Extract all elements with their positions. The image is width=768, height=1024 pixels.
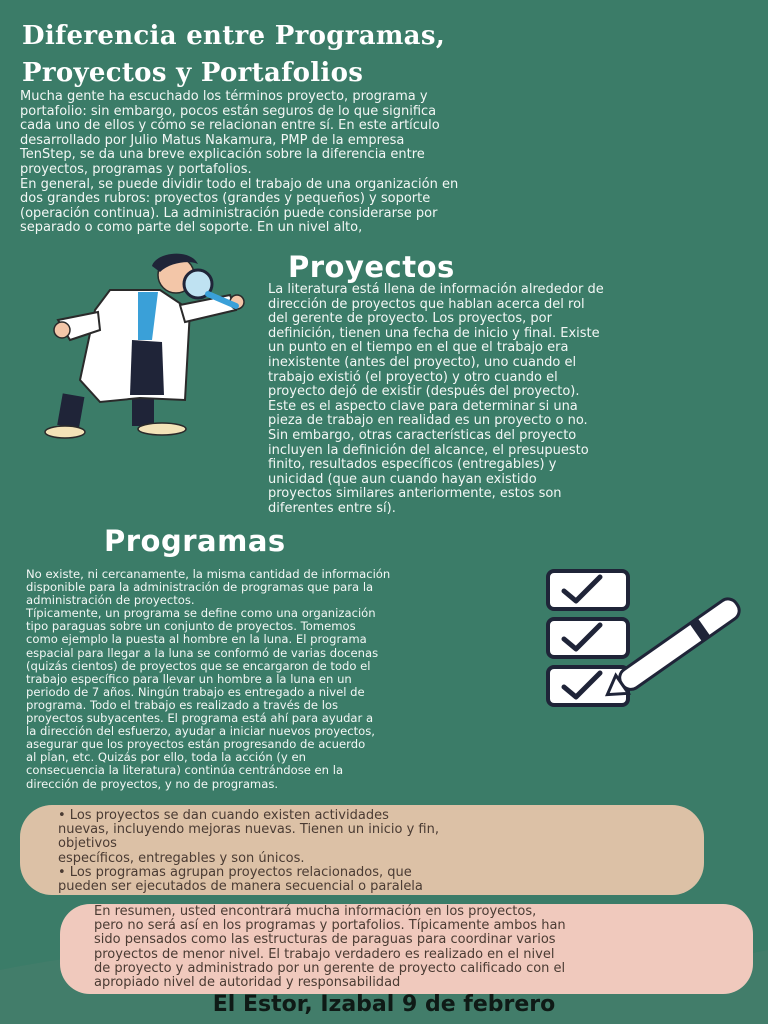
intro-paragraph [20, 90, 660, 236]
summary-text: • Los proyectos se dan cuando existen actividades nuevas, incluyendo mejoras nuevas. Tienen un inicio y fin, objetivos específicos, entregables y son únicos. • Los programas agrupan proyectos relacionados, que pueden ser ejecutados de manera secuencial o paralela [58, 808, 439, 895]
intro-text: Mucha gente ha escuchado los términos proyecto, programa y portafolio: sin embargo, pocos están seguros de lo que significa cada uno de ellos y cómo se relacionan entre sí. En este artículo desarrollado por Julio Matus Nakamura, PMP de la empresa TenStep, se da una breve explicación sobre la diferencia entre proyectos, programas y portafolios. En general, se puede dividir todo el trabajo de una organización en dos grandes rubros: proyectos (grandes y pequeños) y soporte (operación continua). La administración puede considerarse por separado o como parte del soporte. En un nivel alto, [20, 89, 459, 236]
footer-location-date: El Estor, Izabal 9 de febrero [212, 992, 556, 1017]
scientist-magnifier-illustration [40, 250, 255, 445]
checklist-pen-illustration [540, 565, 755, 710]
resumen-text: En resumen, usted encontrará mucha información en los proyectos, pero no será así en los programas y portafolios. Típicamente ambos han sido pensados como las estructuras de paraguas para coordinar varios proyectos de menor nivel. El trabajo verdadero es realizado en el nivel de proyecto y administrado por un gerente de proyecto calificado con el apropiado nivel de autoridad y responsabilidad [94, 904, 566, 991]
resumen-box [60, 904, 753, 994]
proyectos-heading: Proyectos [288, 250, 455, 284]
programas-heading: Programas [104, 524, 286, 558]
page-title: Diferencia entre Programas, Proyectos y Portafolios [22, 21, 446, 88]
programas-text: No existe, ni cercanamente, la misma cantidad de información disponible para la administración de programas que para la administración de proyectos. Típicamente, un programa se define como una organización tipo paraguas sobre un conjunto de proyectos. Tomemos como ejemplo la puesta al hombre en la luna. El programa espacial para llegar a la luna se conformó de varias docenas (quizás cientos) de proyectos que se encargaron de todo el trabajo específico para llevar un hombre a la luna en un periodo de 7 años. Ningún trabajo es entregado a nivel de programa. Todo el trabajo es realizado a través de los proyectos subyacentes. El programa está ahí para ayudar a la dirección del esfuerzo, ayudar a iniciar nuevos proyectos, asegurar que los proyectos están progresando de acuerdo al plan, etc. Quizás por ello, toda la acción (y en consecuencia la literatura) continúa centrándose en la dirección de proyectos, y no de programas. [26, 567, 391, 791]
proyectos-text: La literatura está llena de información alrededor de dirección de proyectos que hablan acerca del rol del gerente de proyecto. Los proyectos, por definición, tienen una fecha de inicio y final. Existe un punto en el tiempo en el que el trabajo era inexistente (antes del proyecto), uno cuando el trabajo existió (el proyecto) y otro cuando el proyecto dejó de existir (después del proyecto). Este es el aspecto clave para determinar si una pieza de trabajo en realidad es un proyecto o no. Sin embargo, otras características del proyecto incluyen la definición del alcance, el presupuesto finito, resultados específicos (entregables) y unicidad (que aun cuando hayan existido proyectos similares anteriormente, estos son diferentes entre sí). [268, 282, 604, 516]
summary-box [20, 805, 704, 895]
